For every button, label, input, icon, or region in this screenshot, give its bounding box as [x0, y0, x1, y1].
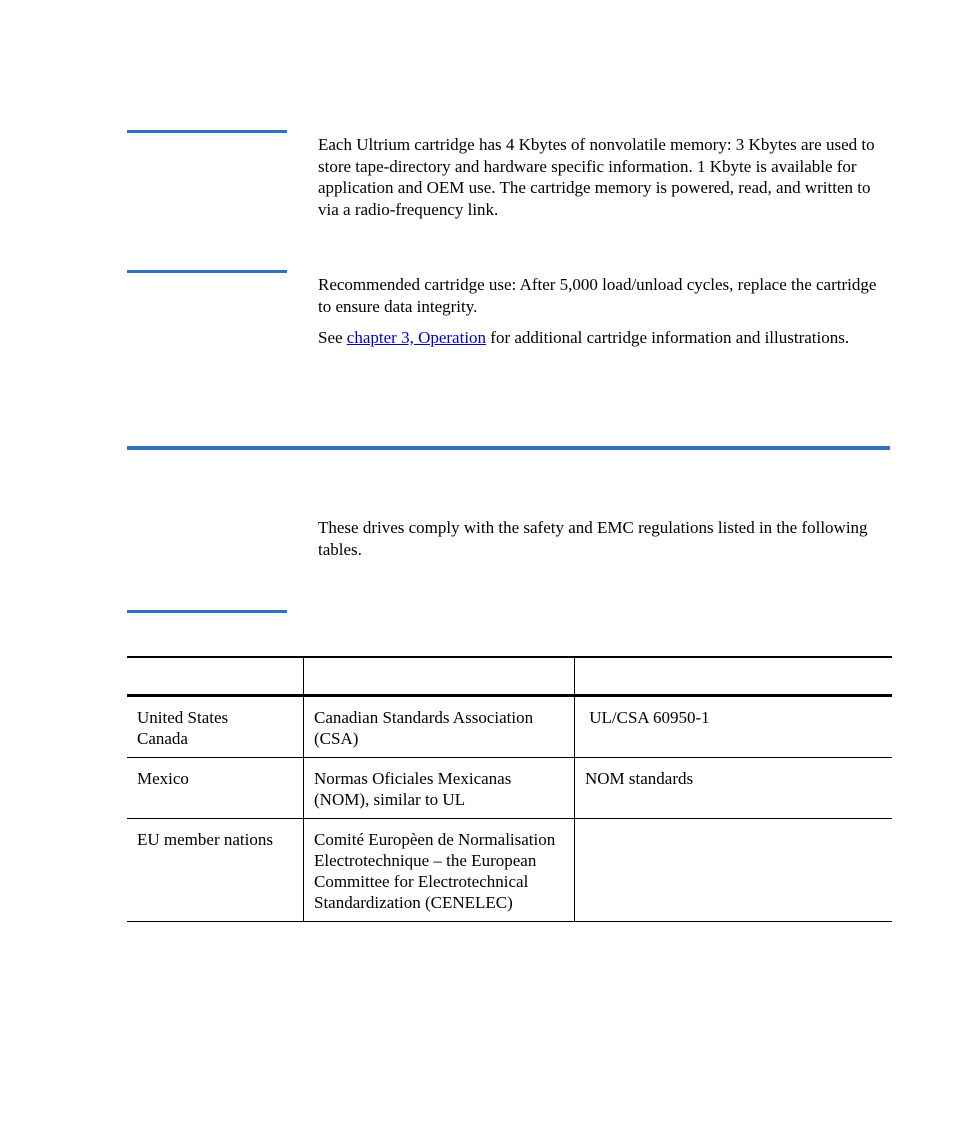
- region-cell: Mexico: [127, 758, 304, 819]
- header-cell-standard: [575, 657, 893, 696]
- table-row: [127, 696, 892, 758]
- section-divider: [127, 610, 287, 613]
- section-divider: [127, 130, 287, 133]
- agency-cell: Canadian Standards Association (CSA): [304, 696, 575, 758]
- see-reference-paragraph: [318, 327, 890, 349]
- chapter-3-operation-link[interactable]: chapter 3, Operation: [346, 328, 487, 347]
- see-prefix: See: [318, 328, 347, 347]
- standard-cell: [575, 819, 893, 922]
- safety-regulations-table: [127, 656, 892, 922]
- header-cell-agency: [304, 657, 575, 696]
- region-cell: EU member nations: [127, 819, 304, 922]
- standard-cell: UL/CSA 60950-1: [575, 696, 893, 758]
- agency-cell: Normas Oficiales Mexicanas (NOM), similar to UL: [304, 758, 575, 819]
- standard-cell: NOM standards: [575, 758, 893, 819]
- regulations-intro-paragraph: These drives comply with the safety and EMC regulations listed in the following tables.: [318, 518, 868, 559]
- region-cell: United States Canada: [127, 696, 304, 758]
- cartridge-use-paragraph: Recommended cartridge use: After 5,000 load/unload cycles, replace the cartridge to ensure data integrity.: [318, 275, 877, 316]
- see-suffix: for additional cartridge information and illustrations.: [486, 328, 850, 347]
- table-header-row: [127, 657, 892, 696]
- section-divider: [127, 270, 287, 273]
- header-cell-country: [127, 657, 304, 696]
- chapter-section-rule: [127, 446, 890, 450]
- table-row: [127, 758, 892, 819]
- table-row: [127, 819, 892, 922]
- cartridge-memory-paragraph: Each Ultrium cartridge has 4 Kbytes of nonvolatile memory: 3 Kbytes are used to store tape-directory and hardware specific information. 1 Kbyte is available for application and OEM use. The cartridge memory is powered, read, and written to via a radio-frequency link.: [318, 135, 875, 219]
- agency-cell: Comité Europèen de Normalisation Electrotechnique – the European Committee for Electrotechnical Standardization (CENELEC): [304, 819, 575, 922]
